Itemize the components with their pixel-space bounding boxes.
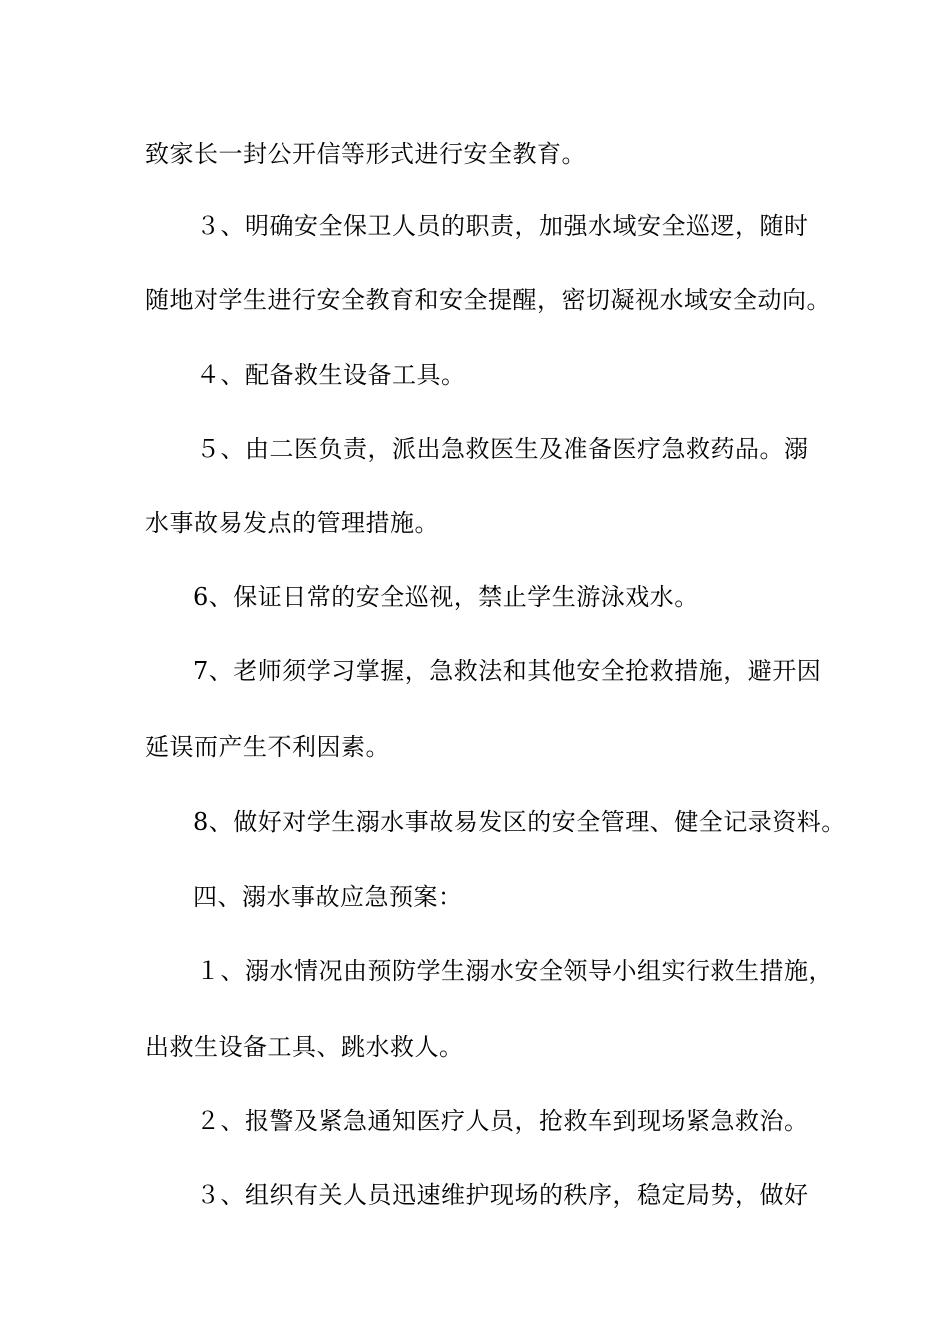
- text-line: ２、报警及紧急通知医疗人员，抢救车到现场紧急救治。: [196, 1107, 809, 1135]
- text-line: 延误而产生不利因素。: [145, 733, 390, 761]
- text-line: ５、由二医负责，派出急救医生及准备医疗急救药品。溺: [196, 435, 809, 463]
- text-line: １、溺水情况由预防学生溺水安全领导小组实行救生措施，: [196, 957, 833, 985]
- text-line: 水事故易发点的管理措施。: [145, 509, 439, 537]
- text-line: 出救生设备工具、跳水救人。: [145, 1033, 464, 1061]
- text-line: 6、保证日常的安全巡视，禁止学生游泳戏水。: [193, 583, 699, 611]
- text-line: ４、配备救生设备工具。: [196, 361, 466, 389]
- text-line: 7、老师须学习掌握，急救法和其他安全抢救措施，避开因: [193, 657, 822, 685]
- text-line: 随地对学生进行安全教育和安全提醒，密切凝视水域安全动向。: [145, 286, 831, 314]
- text-line: ３、组织有关人员迅速维护现场的秩序，稳定局势，做好: [196, 1181, 809, 1209]
- text-line: 致家长一封公开信等形式进行安全教育。: [145, 140, 586, 168]
- text-line: 8、做好对学生溺水事故易发区的安全管理、健全记录资料。: [193, 808, 846, 836]
- text-line: ３、明确安全保卫人员的职责，加强水域安全巡逻，随时: [196, 212, 809, 240]
- section-heading: 四、溺水事故应急预案：: [193, 883, 463, 911]
